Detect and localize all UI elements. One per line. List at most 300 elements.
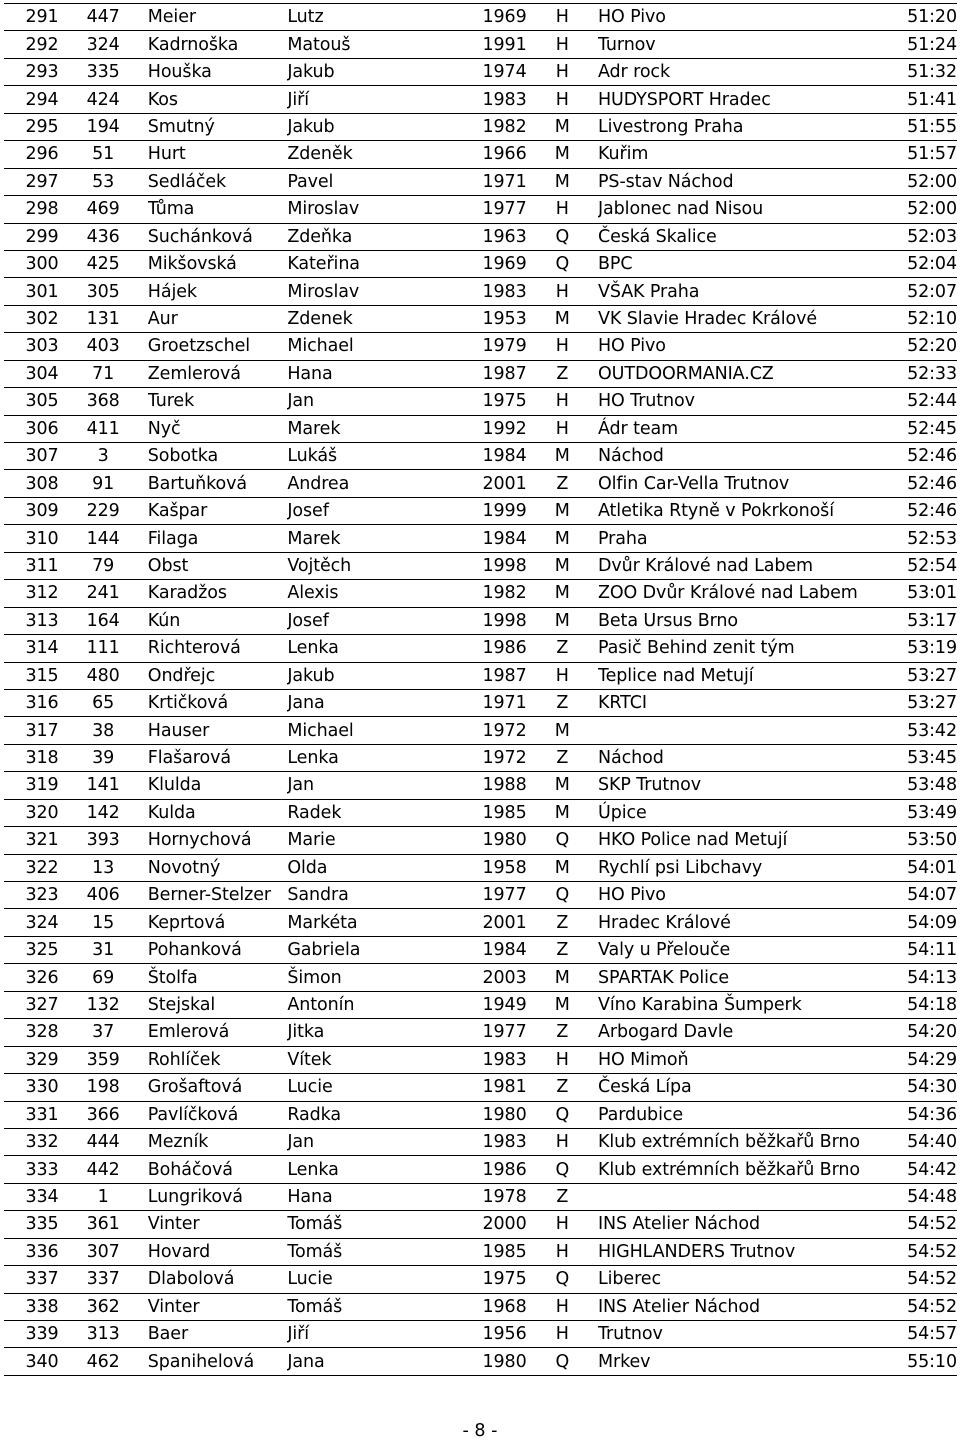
bib-cell: 361: [59, 1211, 148, 1238]
first-name-cell: Jan: [287, 388, 421, 415]
surname-cell: Hájek: [148, 278, 288, 305]
birth-year-cell: 1956: [422, 1321, 527, 1348]
category-cell: M: [527, 854, 598, 881]
club-cell: Jablonec nad Nisou: [598, 196, 881, 223]
table-row: [4, 497, 957, 524]
table-row: [4, 388, 957, 415]
first-name-cell: Marie: [287, 827, 421, 854]
rank-cell: 305: [4, 388, 59, 415]
finish-time-cell: 54:52: [881, 1293, 957, 1320]
category-cell: Q: [527, 1101, 598, 1128]
surname-cell: Hurt: [148, 141, 288, 168]
finish-time-cell: 54:52: [881, 1266, 957, 1293]
table-row: [4, 772, 957, 799]
first-name-cell: Zdenek: [287, 305, 421, 332]
bib-cell: 15: [59, 909, 148, 936]
table-row: [4, 635, 957, 662]
table-row: [4, 662, 957, 689]
bib-cell: 1: [59, 1183, 148, 1210]
first-name-cell: Jana: [287, 689, 421, 716]
birth-year-cell: 1987: [422, 662, 527, 689]
first-name-cell: Tomáš: [287, 1293, 421, 1320]
finish-time-cell: 51:20: [881, 4, 957, 31]
table-row: [4, 607, 957, 634]
finish-time-cell: 52:00: [881, 196, 957, 223]
rank-cell: 326: [4, 964, 59, 991]
bib-cell: 305: [59, 278, 148, 305]
category-cell: M: [527, 607, 598, 634]
bib-cell: 362: [59, 1293, 148, 1320]
surname-cell: Suchánková: [148, 223, 288, 250]
table-row: [4, 113, 957, 140]
category-cell: Z: [527, 1019, 598, 1046]
rank-cell: 312: [4, 580, 59, 607]
category-cell: Z: [527, 689, 598, 716]
rank-cell: 336: [4, 1238, 59, 1265]
table-row: [4, 470, 957, 497]
finish-time-cell: 54:20: [881, 1019, 957, 1046]
rank-cell: 292: [4, 31, 59, 58]
table-row: [4, 443, 957, 470]
table-row: [4, 936, 957, 963]
birth-year-cell: 1963: [422, 223, 527, 250]
first-name-cell: Pavel: [287, 168, 421, 195]
rank-cell: 293: [4, 58, 59, 85]
first-name-cell: Gabriela: [287, 936, 421, 963]
surname-cell: Spanihelová: [148, 1348, 288, 1375]
finish-time-cell: 52:54: [881, 552, 957, 579]
bib-cell: 393: [59, 827, 148, 854]
birth-year-cell: 1972: [422, 717, 527, 744]
rank-cell: 333: [4, 1156, 59, 1183]
surname-cell: Mikšovská: [148, 250, 288, 277]
rank-cell: 299: [4, 223, 59, 250]
club-cell: KRTCI: [598, 689, 881, 716]
finish-time-cell: 53:49: [881, 799, 957, 826]
finish-time-cell: 52:53: [881, 525, 957, 552]
birth-year-cell: 1969: [422, 4, 527, 31]
category-cell: Q: [527, 827, 598, 854]
rank-cell: 314: [4, 635, 59, 662]
surname-cell: Hornychová: [148, 827, 288, 854]
bib-cell: 132: [59, 991, 148, 1018]
first-name-cell: Olda: [287, 854, 421, 881]
category-cell: H: [527, 1321, 598, 1348]
table-row: [4, 196, 957, 223]
birth-year-cell: 1974: [422, 58, 527, 85]
club-cell: HO Pivo: [598, 882, 881, 909]
rank-cell: 331: [4, 1101, 59, 1128]
birth-year-cell: 1983: [422, 278, 527, 305]
rank-cell: 295: [4, 113, 59, 140]
first-name-cell: Jakub: [287, 113, 421, 140]
birth-year-cell: 1984: [422, 525, 527, 552]
category-cell: H: [527, 86, 598, 113]
first-name-cell: Tomáš: [287, 1211, 421, 1238]
birth-year-cell: 1998: [422, 552, 527, 579]
table-row: [4, 1211, 957, 1238]
category-cell: Z: [527, 936, 598, 963]
rank-cell: 330: [4, 1074, 59, 1101]
table-row: [4, 854, 957, 881]
birth-year-cell: 1975: [422, 1266, 527, 1293]
table-row: [4, 1019, 957, 1046]
first-name-cell: Jiří: [287, 1321, 421, 1348]
rank-cell: 300: [4, 250, 59, 277]
finish-time-cell: 54:52: [881, 1238, 957, 1265]
club-cell: Pardubice: [598, 1101, 881, 1128]
surname-cell: Keprtová: [148, 909, 288, 936]
finish-time-cell: 52:10: [881, 305, 957, 332]
surname-cell: Pavlíčková: [148, 1101, 288, 1128]
club-cell: HUDYSPORT Hradec: [598, 86, 881, 113]
club-cell: Klub extrémních běžkařů Brno: [598, 1156, 881, 1183]
finish-time-cell: 53:42: [881, 717, 957, 744]
surname-cell: Emlerová: [148, 1019, 288, 1046]
finish-time-cell: 54:52: [881, 1211, 957, 1238]
first-name-cell: Matouš: [287, 31, 421, 58]
finish-time-cell: 52:00: [881, 168, 957, 195]
birth-year-cell: 1991: [422, 31, 527, 58]
first-name-cell: Hana: [287, 1183, 421, 1210]
first-name-cell: Markéta: [287, 909, 421, 936]
rank-cell: 302: [4, 305, 59, 332]
surname-cell: Hovard: [148, 1238, 288, 1265]
surname-cell: Grošaftová: [148, 1074, 288, 1101]
page-number: - 8 -: [462, 1421, 498, 1441]
bib-cell: 131: [59, 305, 148, 332]
club-cell: Náchod: [598, 443, 881, 470]
category-cell: M: [527, 113, 598, 140]
finish-time-cell: 54:07: [881, 882, 957, 909]
bib-cell: 38: [59, 717, 148, 744]
surname-cell: Groetzschel: [148, 333, 288, 360]
surname-cell: Mezník: [148, 1128, 288, 1155]
first-name-cell: Jiří: [287, 86, 421, 113]
bib-cell: 480: [59, 662, 148, 689]
surname-cell: Dlabolová: [148, 1266, 288, 1293]
bib-cell: 469: [59, 196, 148, 223]
club-cell: Pasič Behind zenit tým: [598, 635, 881, 662]
bib-cell: 424: [59, 86, 148, 113]
bib-cell: 229: [59, 497, 148, 524]
table-row: [4, 1348, 957, 1375]
table-row: [4, 991, 957, 1018]
club-cell: Livestrong Praha: [598, 113, 881, 140]
bib-cell: 3: [59, 443, 148, 470]
club-cell: Rychlí psi Libchavy: [598, 854, 881, 881]
finish-time-cell: 51:57: [881, 141, 957, 168]
surname-cell: Ondřejc: [148, 662, 288, 689]
surname-cell: Štolfa: [148, 964, 288, 991]
category-cell: Z: [527, 909, 598, 936]
first-name-cell: Lenka: [287, 744, 421, 771]
table-row: [4, 86, 957, 113]
club-cell: VK Slavie Hradec Králové: [598, 305, 881, 332]
birth-year-cell: 1984: [422, 936, 527, 963]
category-cell: H: [527, 662, 598, 689]
category-cell: Z: [527, 1074, 598, 1101]
club-cell: HIGHLANDERS Trutnov: [598, 1238, 881, 1265]
finish-time-cell: 52:44: [881, 388, 957, 415]
finish-time-cell: 52:46: [881, 470, 957, 497]
category-cell: Q: [527, 250, 598, 277]
bib-cell: 39: [59, 744, 148, 771]
category-cell: H: [527, 1238, 598, 1265]
birth-year-cell: 1984: [422, 443, 527, 470]
rank-cell: 307: [4, 443, 59, 470]
first-name-cell: Lucie: [287, 1266, 421, 1293]
surname-cell: Turek: [148, 388, 288, 415]
table-row: [4, 1074, 957, 1101]
category-cell: H: [527, 31, 598, 58]
surname-cell: Hauser: [148, 717, 288, 744]
finish-time-cell: 53:45: [881, 744, 957, 771]
first-name-cell: Vojtěch: [287, 552, 421, 579]
category-cell: H: [527, 196, 598, 223]
club-cell: SPARTAK Police: [598, 964, 881, 991]
club-cell: HKO Police nad Metují: [598, 827, 881, 854]
finish-time-cell: 55:10: [881, 1348, 957, 1375]
club-cell: Náchod: [598, 744, 881, 771]
surname-cell: Kos: [148, 86, 288, 113]
first-name-cell: Josef: [287, 497, 421, 524]
first-name-cell: Kateřina: [287, 250, 421, 277]
club-cell: Kuřim: [598, 141, 881, 168]
club-cell: HO Mimoň: [598, 1046, 881, 1073]
table-row: [4, 580, 957, 607]
rank-cell: 340: [4, 1348, 59, 1375]
table-row: [4, 1046, 957, 1073]
club-cell: Česká Lípa: [598, 1074, 881, 1101]
bib-cell: 403: [59, 333, 148, 360]
finish-time-cell: 54:42: [881, 1156, 957, 1183]
surname-cell: Boháčová: [148, 1156, 288, 1183]
table-row: [4, 799, 957, 826]
finish-time-cell: 54:57: [881, 1321, 957, 1348]
first-name-cell: Lukáš: [287, 443, 421, 470]
rank-cell: 337: [4, 1266, 59, 1293]
club-cell: [598, 717, 881, 744]
birth-year-cell: 1977: [422, 196, 527, 223]
bib-cell: 53: [59, 168, 148, 195]
table-row: [4, 882, 957, 909]
rank-cell: 304: [4, 360, 59, 387]
club-cell: Hradec Králové: [598, 909, 881, 936]
table-row: [4, 305, 957, 332]
bib-cell: 194: [59, 113, 148, 140]
birth-year-cell: 1982: [422, 113, 527, 140]
category-cell: M: [527, 799, 598, 826]
category-cell: M: [527, 964, 598, 991]
surname-cell: Bartuňková: [148, 470, 288, 497]
bib-cell: 31: [59, 936, 148, 963]
surname-cell: Tůma: [148, 196, 288, 223]
rank-cell: 335: [4, 1211, 59, 1238]
bib-cell: 313: [59, 1321, 148, 1348]
bib-cell: 241: [59, 580, 148, 607]
rank-cell: 324: [4, 909, 59, 936]
first-name-cell: Sandra: [287, 882, 421, 909]
birth-year-cell: 1982: [422, 580, 527, 607]
first-name-cell: Josef: [287, 607, 421, 634]
category-cell: Z: [527, 1183, 598, 1210]
finish-time-cell: 54:48: [881, 1183, 957, 1210]
surname-cell: Filaga: [148, 525, 288, 552]
birth-year-cell: 1985: [422, 799, 527, 826]
surname-cell: Kašpar: [148, 497, 288, 524]
rank-cell: 310: [4, 525, 59, 552]
birth-year-cell: 1998: [422, 607, 527, 634]
club-cell: Trutnov: [598, 1321, 881, 1348]
category-cell: M: [527, 497, 598, 524]
birth-year-cell: 1980: [422, 1348, 527, 1375]
rank-cell: 291: [4, 4, 59, 31]
bib-cell: 359: [59, 1046, 148, 1073]
birth-year-cell: 1992: [422, 415, 527, 442]
first-name-cell: Michael: [287, 333, 421, 360]
first-name-cell: Marek: [287, 525, 421, 552]
table-row: [4, 689, 957, 716]
first-name-cell: Hana: [287, 360, 421, 387]
bib-cell: 111: [59, 635, 148, 662]
category-cell: H: [527, 58, 598, 85]
club-cell: Turnov: [598, 31, 881, 58]
first-name-cell: Jana: [287, 1348, 421, 1375]
club-cell: Valy u Přelouče: [598, 936, 881, 963]
bib-cell: 447: [59, 4, 148, 31]
birth-year-cell: 1986: [422, 1156, 527, 1183]
club-cell: HO Pivo: [598, 4, 881, 31]
table-row: [4, 360, 957, 387]
first-name-cell: Zdeněk: [287, 141, 421, 168]
first-name-cell: Tomáš: [287, 1238, 421, 1265]
first-name-cell: Lucie: [287, 1074, 421, 1101]
table-row: [4, 525, 957, 552]
table-row: [4, 1266, 957, 1293]
bib-cell: 406: [59, 882, 148, 909]
rank-cell: 294: [4, 86, 59, 113]
category-cell: Z: [527, 635, 598, 662]
rank-cell: 318: [4, 744, 59, 771]
table-row: [4, 1321, 957, 1348]
surname-cell: Lungriková: [148, 1183, 288, 1210]
finish-time-cell: 51:32: [881, 58, 957, 85]
rank-cell: 327: [4, 991, 59, 1018]
category-cell: H: [527, 333, 598, 360]
first-name-cell: Zdeňka: [287, 223, 421, 250]
category-cell: H: [527, 1128, 598, 1155]
club-cell: Atletika Rtyně v Pokrkonoší: [598, 497, 881, 524]
table-row: [4, 1101, 957, 1128]
bib-cell: 141: [59, 772, 148, 799]
club-cell: Teplice nad Metují: [598, 662, 881, 689]
bib-cell: 366: [59, 1101, 148, 1128]
first-name-cell: Jakub: [287, 662, 421, 689]
finish-time-cell: 53:27: [881, 662, 957, 689]
category-cell: M: [527, 141, 598, 168]
first-name-cell: Lenka: [287, 635, 421, 662]
bib-cell: 65: [59, 689, 148, 716]
birth-year-cell: 1983: [422, 1046, 527, 1073]
finish-time-cell: 52:46: [881, 443, 957, 470]
first-name-cell: Jan: [287, 772, 421, 799]
bib-cell: 71: [59, 360, 148, 387]
surname-cell: Meier: [148, 4, 288, 31]
table-row: [4, 1293, 957, 1320]
finish-time-cell: 54:13: [881, 964, 957, 991]
rank-cell: 334: [4, 1183, 59, 1210]
surname-cell: Sedláček: [148, 168, 288, 195]
category-cell: Q: [527, 882, 598, 909]
first-name-cell: Šimon: [287, 964, 421, 991]
bib-cell: 368: [59, 388, 148, 415]
first-name-cell: Jitka: [287, 1019, 421, 1046]
table-row: [4, 1238, 957, 1265]
category-cell: Z: [527, 744, 598, 771]
finish-time-cell: 54:30: [881, 1074, 957, 1101]
club-cell: Klub extrémních běžkařů Brno: [598, 1128, 881, 1155]
rank-cell: 328: [4, 1019, 59, 1046]
finish-time-cell: 52:20: [881, 333, 957, 360]
rank-cell: 303: [4, 333, 59, 360]
bib-cell: 444: [59, 1128, 148, 1155]
surname-cell: Obst: [148, 552, 288, 579]
club-cell: Ádr team: [598, 415, 881, 442]
first-name-cell: Vítek: [287, 1046, 421, 1073]
table-row: [4, 58, 957, 85]
rank-cell: 311: [4, 552, 59, 579]
category-cell: H: [527, 4, 598, 31]
birth-year-cell: 1987: [422, 360, 527, 387]
rank-cell: 298: [4, 196, 59, 223]
birth-year-cell: 1969: [422, 250, 527, 277]
club-cell: Dvůr Králové nad Labem: [598, 552, 881, 579]
rank-cell: 315: [4, 662, 59, 689]
birth-year-cell: 1966: [422, 141, 527, 168]
rank-cell: 332: [4, 1128, 59, 1155]
surname-cell: Richterová: [148, 635, 288, 662]
bib-cell: 91: [59, 470, 148, 497]
surname-cell: Stejskal: [148, 991, 288, 1018]
category-cell: M: [527, 525, 598, 552]
category-cell: Z: [527, 360, 598, 387]
first-name-cell: Andrea: [287, 470, 421, 497]
surname-cell: Sobotka: [148, 443, 288, 470]
rank-cell: 325: [4, 936, 59, 963]
birth-year-cell: 1983: [422, 86, 527, 113]
club-cell: Adr rock: [598, 58, 881, 85]
finish-time-cell: 54:01: [881, 854, 957, 881]
table-row: [4, 744, 957, 771]
category-cell: Q: [527, 1266, 598, 1293]
club-cell: Česká Skalice: [598, 223, 881, 250]
surname-cell: Nyč: [148, 415, 288, 442]
category-cell: Z: [527, 470, 598, 497]
bib-cell: 307: [59, 1238, 148, 1265]
birth-year-cell: 1980: [422, 1101, 527, 1128]
birth-year-cell: 1986: [422, 635, 527, 662]
birth-year-cell: 1980: [422, 827, 527, 854]
first-name-cell: Marek: [287, 415, 421, 442]
table-row: [4, 141, 957, 168]
first-name-cell: Michael: [287, 717, 421, 744]
rank-cell: 323: [4, 882, 59, 909]
finish-time-cell: 54:29: [881, 1046, 957, 1073]
category-cell: M: [527, 305, 598, 332]
bib-cell: 462: [59, 1348, 148, 1375]
birth-year-cell: 1981: [422, 1074, 527, 1101]
